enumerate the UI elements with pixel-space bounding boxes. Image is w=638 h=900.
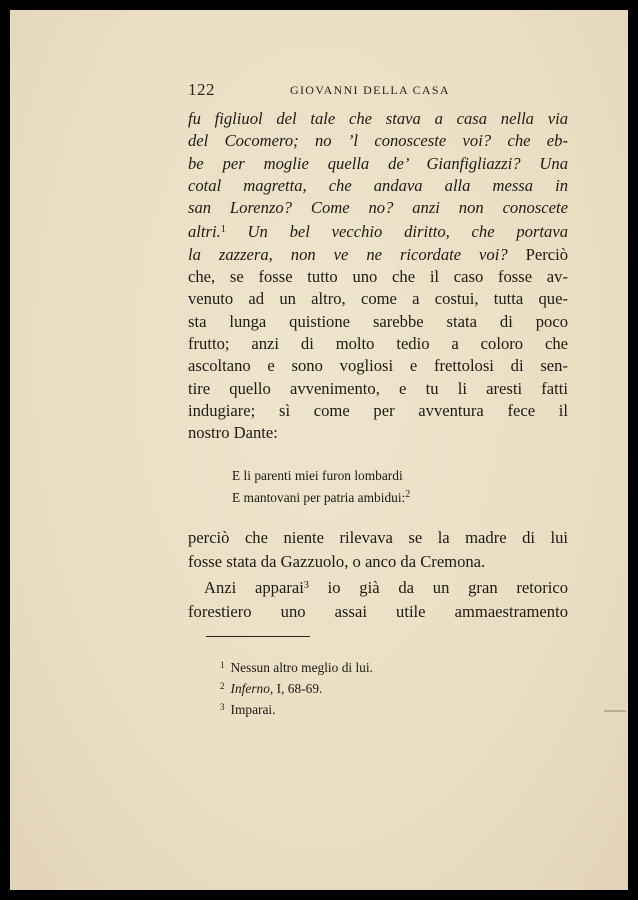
page-blemish: [604, 710, 626, 712]
verse-text: E mantovani per patria ambidui:: [232, 490, 406, 505]
book-page: [10, 10, 628, 890]
text-line: nostro Dante:: [188, 423, 278, 443]
footnote-ref: 3: [303, 580, 309, 591]
footnote-mark: 3: [220, 702, 225, 712]
text-fragment: Perciò: [507, 244, 568, 264]
body-text-continued: [188, 526, 568, 624]
text-line: sta lunga quistione sarebbe stata di poco: [188, 311, 568, 331]
footnotes: [220, 656, 520, 719]
verse-line: E li parenti miei furon lombardi: [232, 468, 403, 483]
text-line: che, se fosse tutto uno che il caso fosse av-: [188, 267, 568, 287]
text-line: fu figliuol del tale che stava a casa nella via: [188, 109, 568, 128]
footnote-ref: 2: [405, 489, 411, 500]
text-line: be per moglie quella de’ Gianfigliazzi? Una: [188, 153, 568, 173]
text-fragment: io già da un gran retorico: [308, 578, 568, 597]
footnote-mark: 1: [220, 660, 225, 670]
footnote-divider: [206, 636, 310, 637]
footnote-text: Nessun altro meglio di lui.: [230, 660, 373, 675]
text-line: venuto ad un altro, come a costui, tutta que-: [188, 289, 568, 309]
text-line: indugiare; sì come per avventura fece il: [188, 400, 568, 420]
verse-line: [232, 485, 512, 507]
text-line: del Cocomero; no ’l conosceste voi? che eb-: [188, 131, 568, 151]
text-line: [188, 219, 568, 243]
footnote-text: I, 68-69.: [273, 681, 323, 696]
text-line: tire quello avvenimento, e tu li aresti fatti: [188, 378, 568, 398]
footnote-mark: 2: [220, 681, 225, 691]
footnote: [220, 677, 520, 698]
text-line: san Lorenzo? Come no? anzi non conoscete: [188, 198, 568, 218]
text-fragment: altri.: [188, 222, 221, 242]
text-line: perciò che niente rilevava se la madre di lui: [188, 528, 568, 547]
text-fragment-italic: la zazzera, non ve ne ricordate voi?: [188, 244, 508, 264]
text-line: ascoltano e sono vogliosi e frettolosi di sen-: [188, 356, 568, 376]
text-line: [188, 574, 568, 600]
text-line: [188, 244, 568, 266]
text-line: fosse stata da Gazzuolo, o anco da Cremona.: [188, 552, 486, 571]
verse-quote: [232, 466, 512, 507]
page-number: 122: [188, 80, 215, 99]
text-line: frutto; anzi di molto tedio a coloro che: [188, 333, 568, 353]
footnote-text: Imparai.: [230, 702, 276, 717]
footnote: [220, 656, 520, 677]
text-fragment: Anzi apparai: [204, 578, 304, 597]
text-fragment: Un bel vecchio diritto, che portava: [225, 222, 568, 242]
footnote-title: Inferno,: [230, 681, 274, 696]
body-text: [188, 108, 568, 444]
text-line: forestiero uno assai utile ammaestramento: [188, 602, 568, 621]
page-header: [188, 80, 568, 102]
footnote: [220, 698, 520, 719]
text-line: cotal magretta, che andava alla messa in: [188, 175, 568, 195]
footnote-ref: 1: [220, 224, 226, 236]
running-head: GIOVANNI DELLA CASA: [290, 83, 450, 97]
